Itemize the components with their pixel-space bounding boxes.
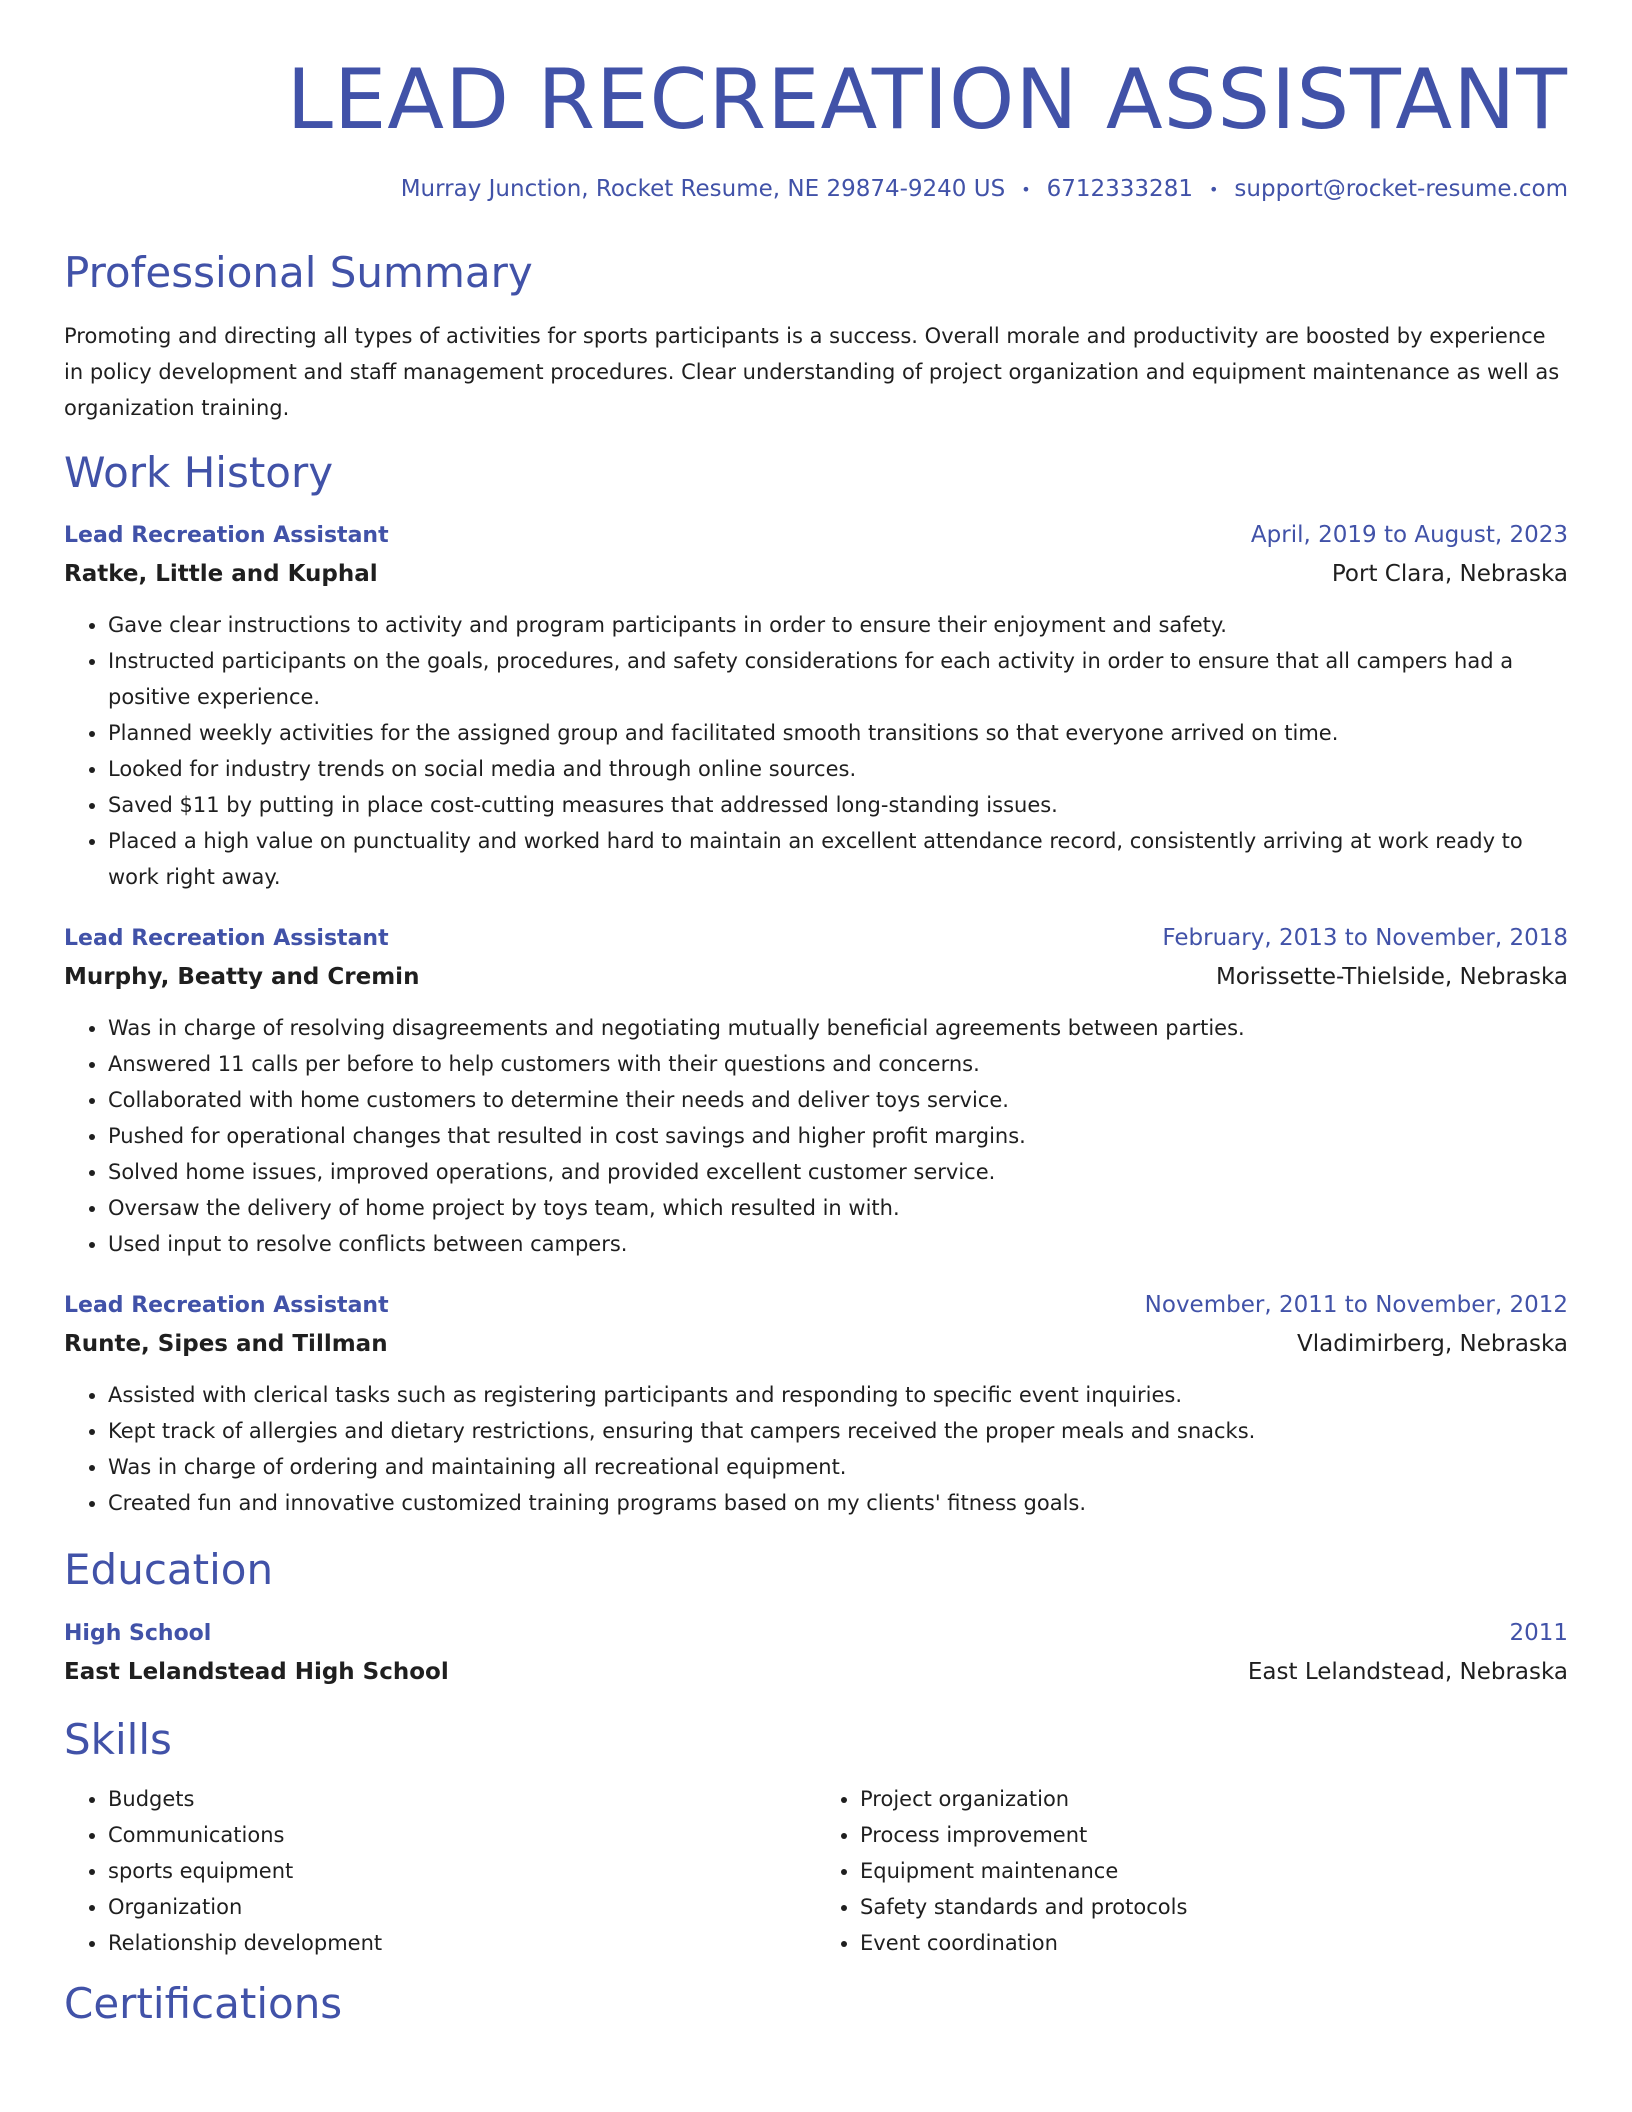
job-duties [64, 607, 1568, 895]
job-entry [64, 919, 1568, 1262]
job-title: Lead Recreation Assistant [64, 523, 389, 549]
skill-item: • Relationship development [108, 1925, 816, 1961]
graduation-year: 2011 [1509, 1619, 1568, 1646]
contact-line [64, 173, 1568, 205]
skill-item: • Organization [108, 1889, 816, 1925]
duty-item: • Instructed participants on the goals, procedures, and safety considerations for each activity in order to ensure that all campers had a positive experience. [108, 643, 1568, 715]
skills-list-right [816, 1781, 1568, 1961]
job-dates: February, 2013 to November, 2018 [1162, 925, 1568, 952]
candidate-name: LEAD RECREATION ASSISTANT [286, 51, 1568, 148]
certifications-heading: Certifications [64, 1979, 343, 2029]
school-location: East Lelandstead, Nebraska [1247, 1658, 1568, 1685]
separator-dot: • [1021, 179, 1031, 199]
skills-list-left [64, 1781, 816, 1961]
phone: 6712333281 [1046, 176, 1193, 203]
duty-item: • Planned weekly activities for the assigned group and facilitated smooth transitions so that everyone arrived on time. [108, 715, 1568, 751]
work-history-section [64, 448, 1568, 1521]
duty-item: • Created fun and innovative customized training programs based on my clients' fitness goals. [108, 1485, 1568, 1521]
separator-dot: • [1208, 179, 1219, 199]
duty-item: • Was in charge of resolving disagreements and negotiating mutually beneficial agreements between parties. [108, 1010, 1568, 1046]
duty-item: • Was in charge of ordering and maintaining all recreational equipment. [108, 1449, 1568, 1485]
summary-section [64, 248, 1568, 426]
duty-item: • Used input to resolve conflicts between campers. [108, 1226, 1568, 1262]
employer: Runte, Sipes and Tillman [64, 1331, 388, 1358]
resume-header [64, 0, 1568, 206]
job-entry [64, 516, 1568, 895]
skills-columns [64, 1781, 1568, 1961]
duty-item: • Placed a high value on punctuality and worked hard to maintain an excellent attendance record, consistently arriving at work ready to work right away. [108, 823, 1568, 895]
duty-item: • Pushed for operational changes that resulted in cost savings and higher profit margins. [108, 1118, 1568, 1154]
duty-item: • Assisted with clerical tasks such as registering participants and responding to specific event inquiries. [108, 1377, 1568, 1413]
skill-item: • sports equipment [108, 1853, 816, 1889]
skill-item: • Project organization [860, 1781, 1568, 1817]
email-link[interactable]: support@rocket-resume.com [1234, 176, 1568, 203]
job-location: Vladimirberg, Nebraska [1297, 1331, 1568, 1358]
job-duties [64, 1377, 1568, 1521]
employer: Murphy, Beatty and Cremin [64, 964, 420, 991]
address: Murray Junction, Rocket Resume, NE 29874-9240 US [400, 176, 1006, 203]
duty-item: • Saved $11 by putting in place cost-cutting measures that addressed long-standing issues. [108, 787, 1568, 823]
summary-heading: Professional Summary [64, 247, 533, 297]
job-duties [64, 1010, 1568, 1262]
skill-item: • Event coordination [860, 1925, 1568, 1961]
skills-heading: Skills [64, 1714, 172, 1764]
duty-item: • Oversaw the delivery of home project by toys team, which resulted in with. [108, 1190, 1568, 1226]
job-dates: November, 2011 to November, 2012 [1144, 1292, 1568, 1319]
duty-item: • Solved home issues, improved operations, and provided excellent customer service. [108, 1154, 1568, 1190]
duty-item: • Answered 11 calls per before to help customers with their questions and concerns. [108, 1046, 1568, 1082]
skill-item: • Safety standards and protocols [860, 1889, 1568, 1925]
summary-text: Promoting and directing all types of activities for sports participants is a success. Overall morale and productivity are boosted by experience in policy development and staff management procedures. Clear understanding of project organization and equipment maintenance as well as organization training. [64, 324, 1560, 421]
degree: High School [64, 1620, 212, 1646]
employer: Ratke, Little and Kuphal [64, 561, 378, 588]
work-history-heading: Work History [64, 448, 334, 498]
job-title: Lead Recreation Assistant [64, 1293, 389, 1319]
skill-item: • Budgets [108, 1781, 816, 1817]
skill-item: • Process improvement [860, 1817, 1568, 1853]
job-dates: April, 2019 to August, 2023 [1250, 522, 1568, 549]
education-section [64, 1545, 1568, 1690]
school-name: East Lelandstead High School [64, 1658, 449, 1685]
job-title: Lead Recreation Assistant [64, 926, 389, 952]
job-location: Port Clara, Nebraska [1331, 561, 1568, 588]
education-heading: Education [64, 1545, 274, 1595]
duty-item: • Collaborated with home customers to determine their needs and deliver toys service. [108, 1082, 1568, 1118]
skill-item: • Communications [108, 1817, 816, 1853]
skill-item: • Equipment maintenance [860, 1853, 1568, 1889]
duty-item: • Gave clear instructions to activity and program participants in order to ensure their enjoyment and safety. [108, 607, 1568, 643]
job-entry [64, 1286, 1568, 1521]
duty-item: • Looked for industry trends on social media and through online sources. [108, 751, 1568, 787]
skills-section [64, 1715, 1568, 1961]
job-location: Morissette-Thielside, Nebraska [1215, 964, 1568, 991]
duty-item: • Kept track of allergies and dietary restrictions, ensuring that campers received the proper meals and snacks. [108, 1413, 1568, 1449]
certifications-section [64, 1979, 1568, 2029]
